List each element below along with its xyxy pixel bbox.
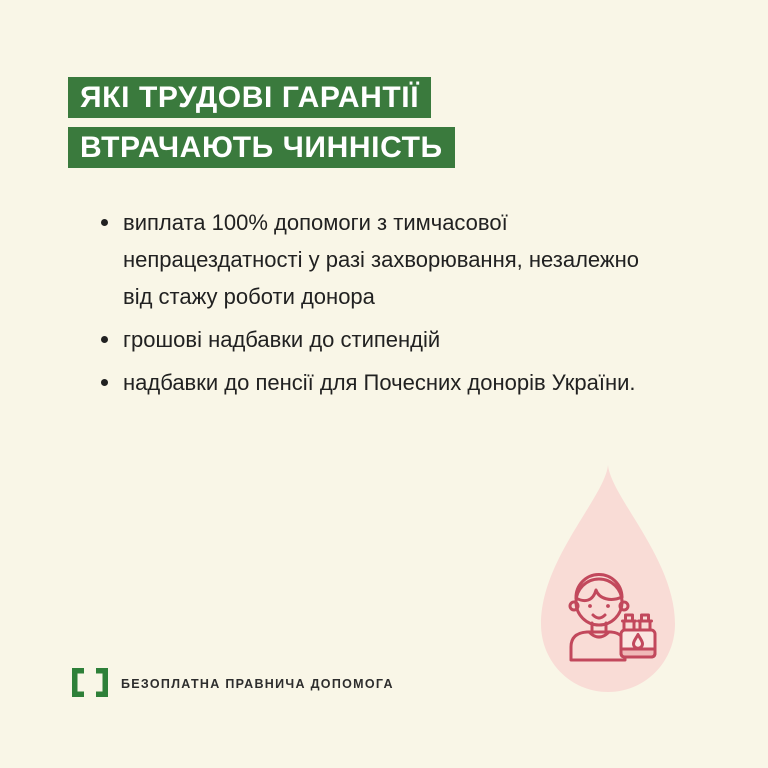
bullet-list: [100, 204, 720, 407]
bullet-text: виплата 100% допомоги з тимчасової непрацездатності у разі захворювання, незалежно від стажу роботи донора: [123, 210, 640, 309]
bullet-item: [100, 364, 720, 401]
square-brackets-logo-icon: [72, 668, 108, 697]
bullet-dot: [101, 219, 108, 226]
title-line-1: ЯКІ ТРУДОВІ ГАРАНТІЇ: [68, 77, 431, 118]
blood-drop-with-donor-icon: [533, 463, 683, 697]
bullet-item: [100, 204, 720, 315]
bracket-right: [96, 668, 108, 697]
legal-aid-logo: [72, 668, 394, 697]
donor-eye-right: [606, 604, 610, 608]
bullet-dot: [101, 336, 108, 343]
bullet-item: [100, 321, 720, 358]
title-line-2: ВТРАЧАЮТЬ ЧИННІСТЬ: [68, 127, 455, 168]
bullet-dot: [101, 379, 108, 386]
bracket-left: [72, 668, 84, 697]
bullet-text: грошові надбавки до стипендій: [123, 327, 441, 352]
donor-eye-left: [588, 604, 592, 608]
blood-drop-shape: [541, 465, 675, 692]
blood-crate-band: [621, 649, 655, 657]
bullet-text: надбавки до пенсії для Почесних донорів України.: [123, 370, 636, 395]
logo-text: БЕЗОПЛАТНА ПРАВНИЧА ДОПОМОГА: [121, 676, 394, 691]
page-title: [68, 77, 455, 177]
